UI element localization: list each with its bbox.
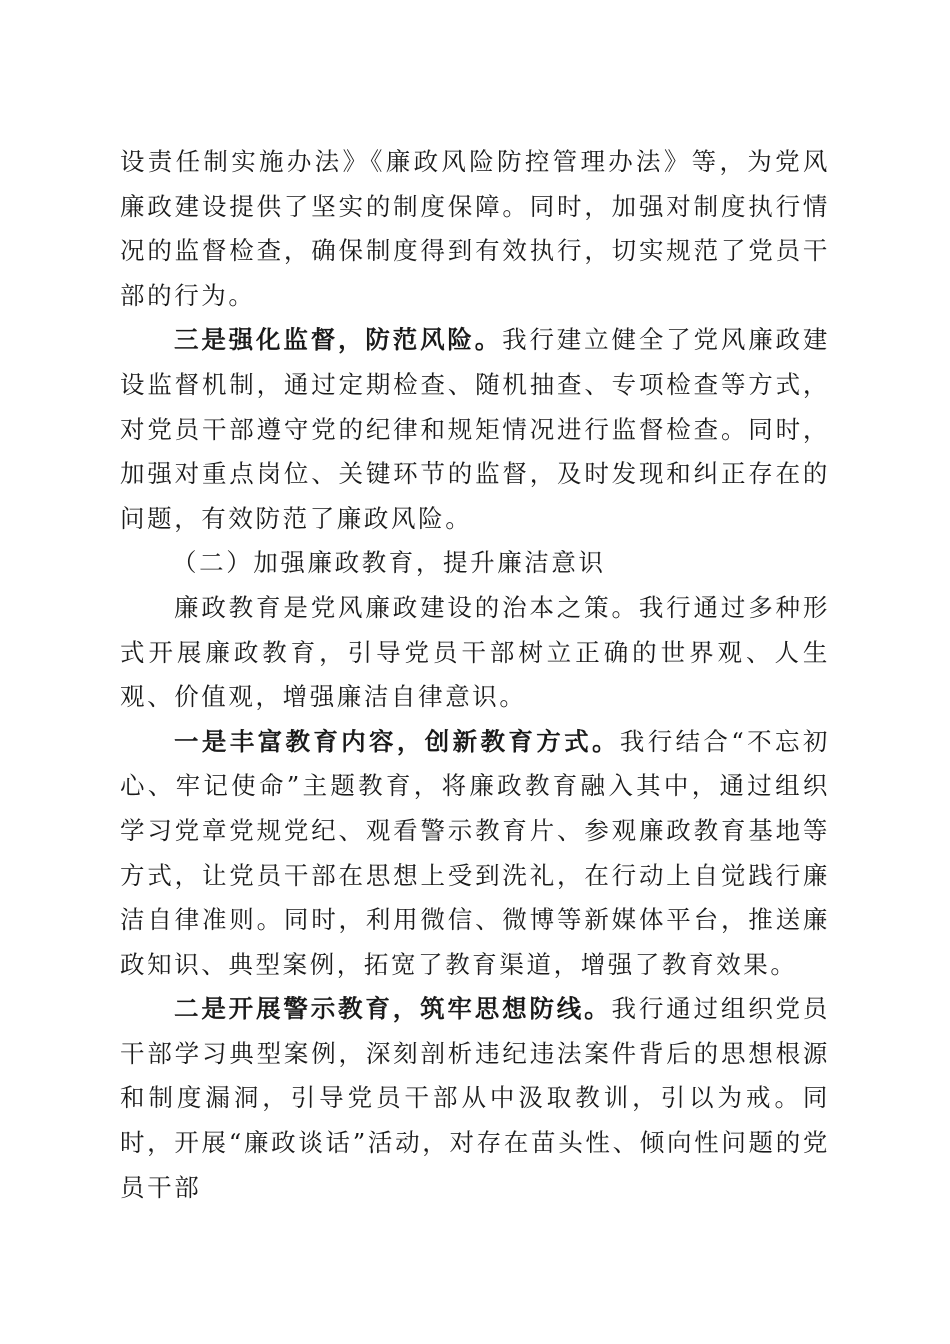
paragraph-lead: 一是丰富教育内容，创新教育方式。 — [174, 726, 620, 756]
section-heading — [120, 541, 830, 586]
paragraph-lead: 二是开展警示教育，筑牢思想防线。 — [174, 994, 612, 1024]
paragraph-continuation — [120, 140, 830, 318]
paragraph-text: 我行结合“不忘初心、牢记使命”主题教育，将廉政教育融入其中，通过组织学习党章党规党纪、观看警示教育片、参观廉政教育基地等方式，让党员干部在思想上受到洗礼，在行动上自觉践行廉洁自律准则。同时，利用微信、微博等新媒体平台，推送廉政知识、典型案例，拓宽了教育渠道，增强了教育效果。 — [120, 726, 830, 979]
paragraph-strengthen-supervision — [120, 318, 830, 541]
paragraph-lead: 三是强化监督，防范风险。 — [174, 325, 503, 355]
paragraph-text: 设责任制实施办法》《廉政风险防控管理办法》等，为党风廉政建设提供了坚实的制度保障。同时，加强对制度执行情况的监督检查，确保制度得到有效执行，切实规范了党员干部的行为。 — [120, 147, 830, 310]
paragraph-text: 我行建立健全了党风廉政建设监督机制，通过定期检查、随机抽查、专项检查等方式，对党员干部遵守党的纪律和规矩情况进行监督检查。同时，加强对重点岗位、关键环节的监督，及时发现和纠正存在的问题，有效防范了廉政风险。 — [120, 325, 830, 533]
document-page — [120, 140, 830, 1210]
paragraph-text: 廉政教育是党风廉政建设的治本之策。我行通过多种形式开展廉政教育，引导党员干部树立正确的世界观、人生观、价值观，增强廉洁自律意识。 — [120, 592, 830, 712]
paragraph-enrich-content — [120, 720, 830, 988]
paragraph-warning-education — [120, 987, 830, 1210]
section-heading-text: （二）加强廉政教育，提升廉洁意识 — [172, 548, 606, 578]
paragraph-education-intro — [120, 586, 830, 720]
paragraph-text: 我行通过组织党员干部学习典型案例，深刻剖析违纪违法案件背后的思想根源和制度漏洞，引导党员干部从中汲取教训，引以为戒。同时，开展“廉政谈话”活动，对存在苗头性、倾向性问题的党员干部 — [120, 994, 830, 1202]
